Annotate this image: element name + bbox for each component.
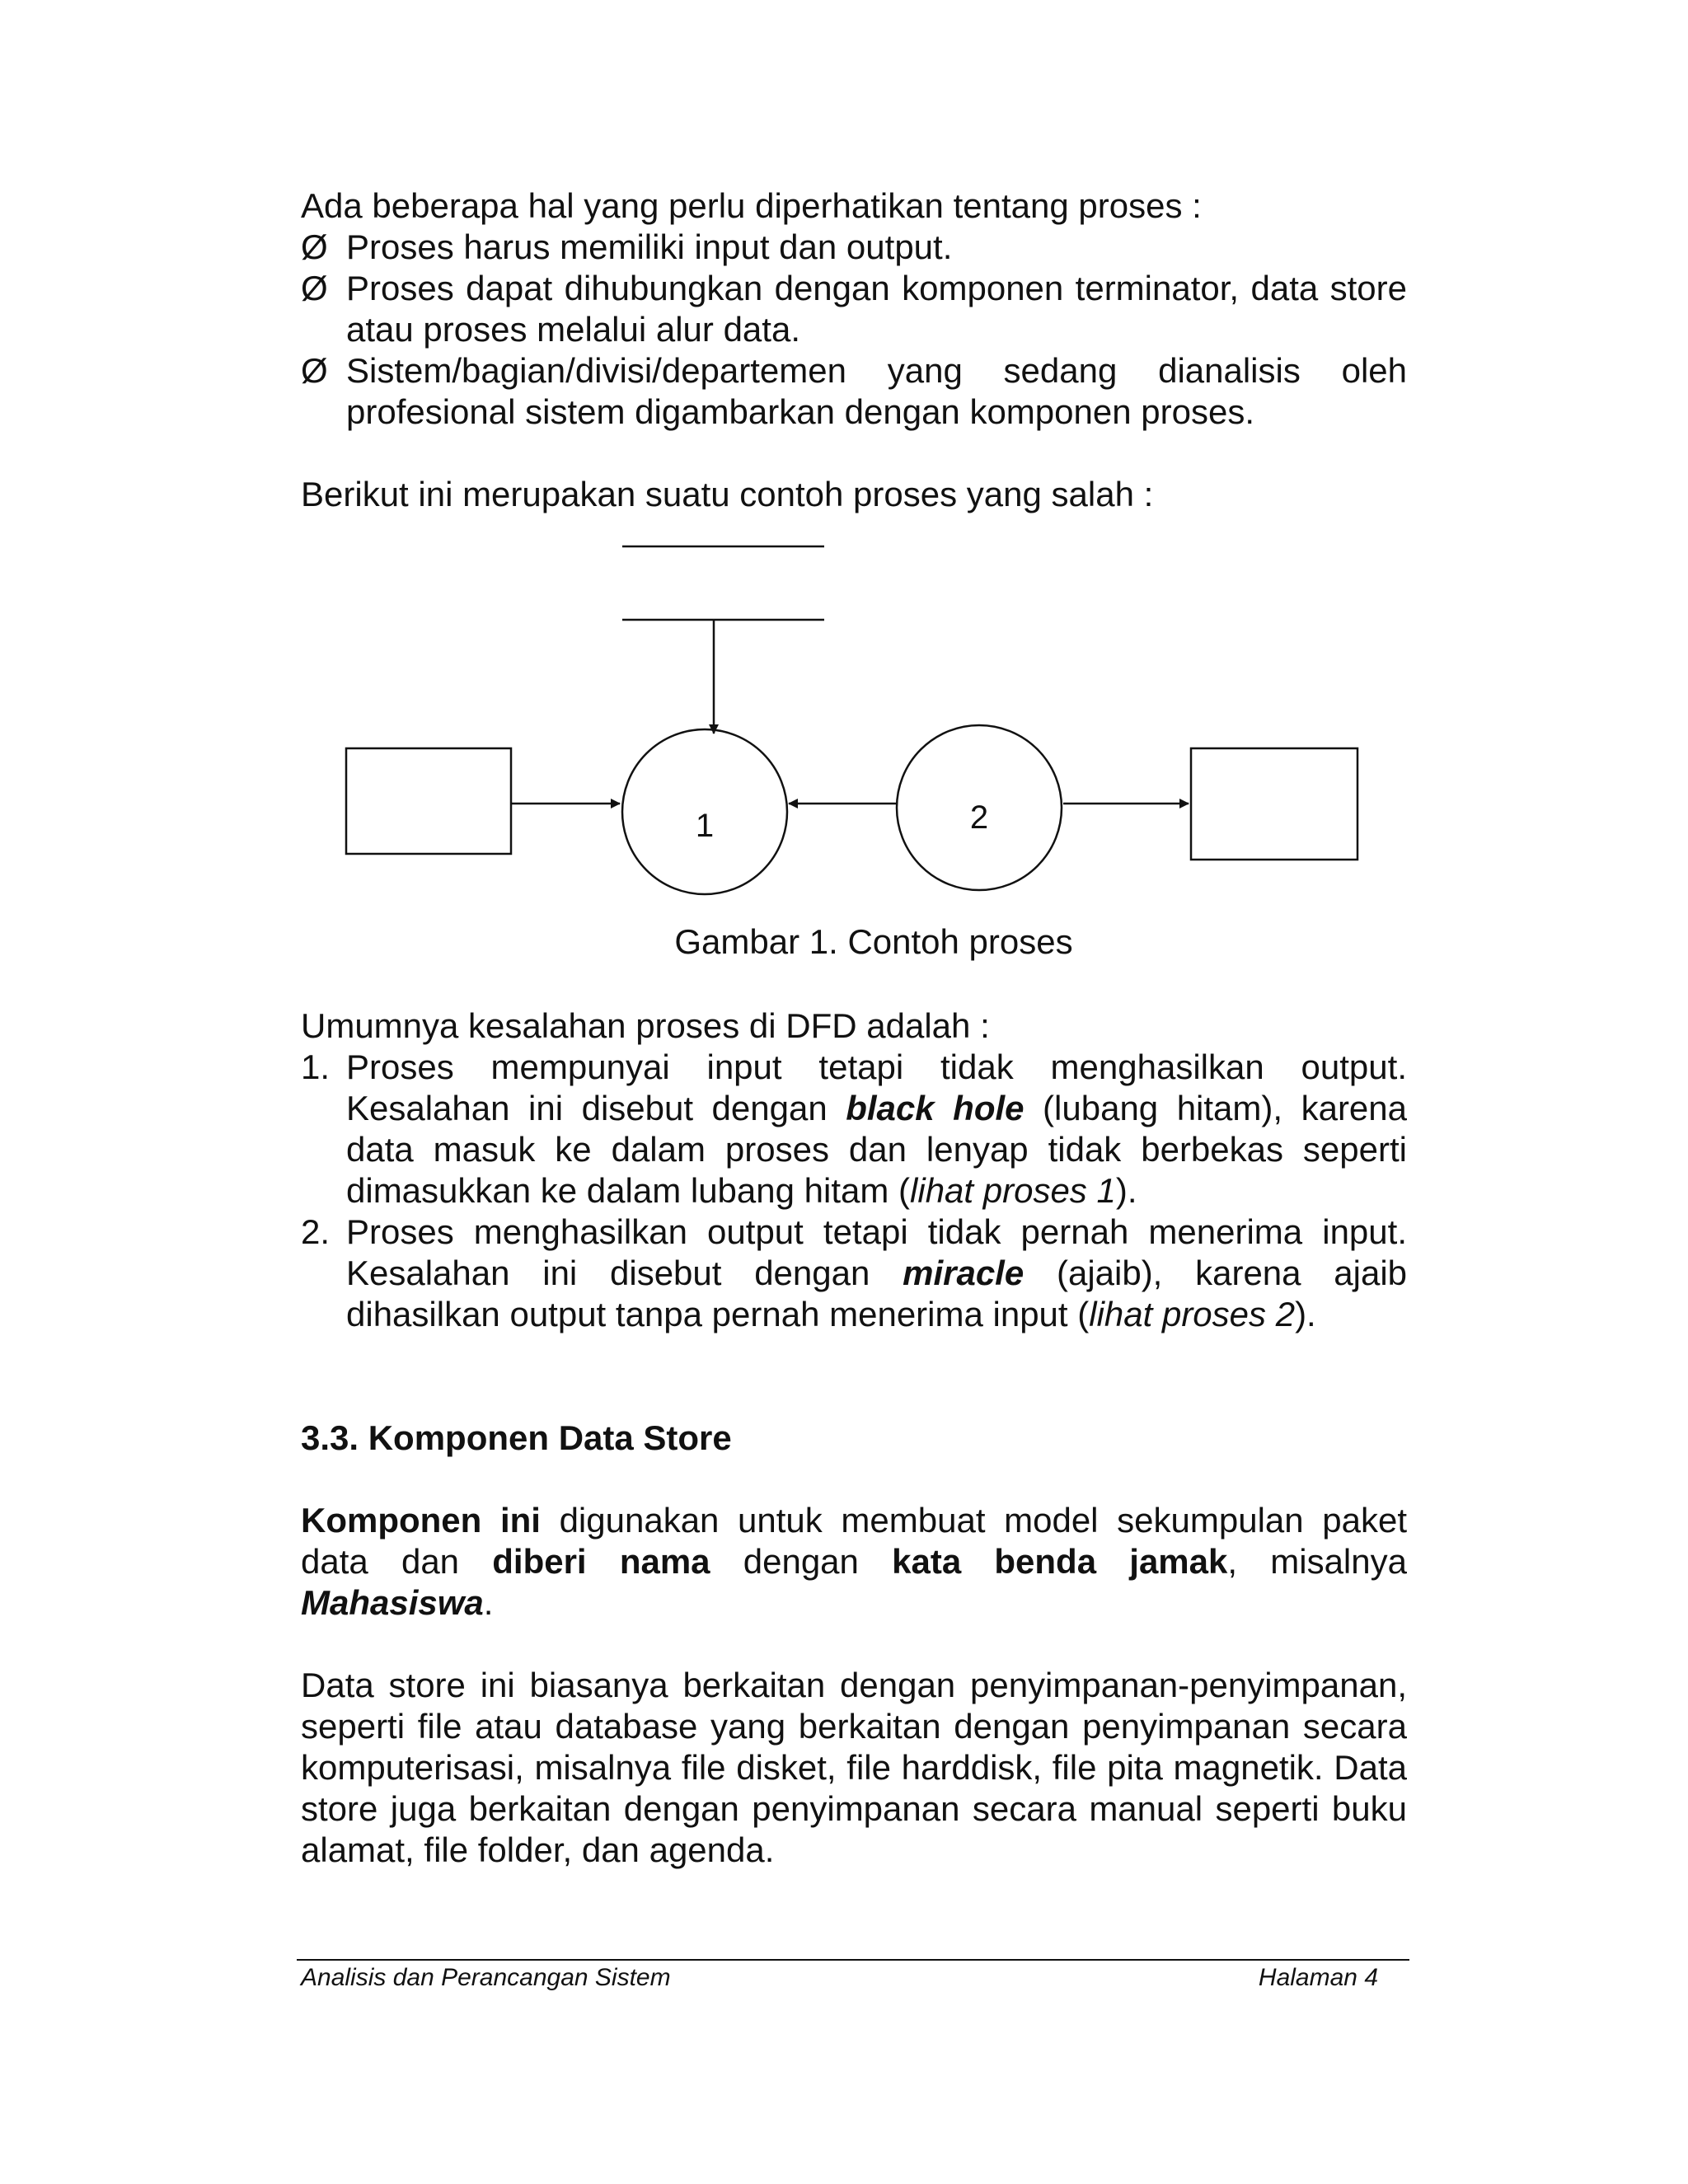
section-heading: 3.3. Komponen Data Store	[301, 1418, 732, 1457]
errors-lead: Umumnya kesalahan proses di DFD adalah :	[301, 1006, 990, 1045]
intro-lead: Ada beberapa hal yang perlu diperhatikan tentang proses :	[301, 186, 1202, 225]
bullet-text: Proses dapat dihubungkan dengan komponen terminator, data store atau proses melalui alur data.	[346, 269, 1407, 349]
bullet-text: Proses harus memiliki input dan output.	[346, 227, 953, 266]
error-item	[301, 1212, 1407, 1335]
error-text: (ajaib), karena ajaib dihasilkan output tanpa pernah menerima input (	[346, 1254, 1408, 1333]
bold-text: Komponen ini	[301, 1501, 541, 1540]
para-text: dengan	[710, 1542, 893, 1581]
dfd-diagram	[0, 0, 1688, 972]
errors-list	[301, 1047, 1407, 1335]
error-term: black hole	[846, 1089, 1025, 1127]
error-ref: lihat proses 2	[1089, 1295, 1296, 1333]
error-text: ).	[1295, 1295, 1316, 1333]
error-term: miracle	[903, 1254, 1025, 1292]
error-item	[301, 1047, 1407, 1212]
para-text: , misalnya	[1227, 1542, 1407, 1581]
errors-block	[301, 1005, 1407, 1335]
para-text: .	[483, 1583, 494, 1622]
bold-italic-text: Mahasiswa	[301, 1583, 484, 1622]
footer-title: Analisis dan Perancangan Sistem	[301, 1964, 671, 1991]
error-text: Proses mempunyai input tetapi tidak menghasilkan output. Kesalahan ini disebut dengan	[346, 1047, 1407, 1127]
bullet-glyph: Ø	[301, 269, 328, 307]
error-text: (lubang hitam), karena data masuk ke dalam proses dan lenyap tidak berbekas seperti dimasukkan ke dalam lubang hitam (	[346, 1089, 1407, 1210]
figure-caption: Gambar 1. Contoh proses	[674, 922, 1073, 961]
section-para-2: Data store ini biasanya berkaitan dengan penyimpanan-penyimpanan, seperti file atau database yang berkaitan dengan penyimpanan secara komputerisasi, misalnya file disket, file harddisk, file pita magnetik. Data store juga berkaitan dengan penyimpanan secara manual seperti buku alamat, file folder, dan agenda.	[301, 1666, 1407, 1869]
bullet-glyph: Ø	[301, 351, 328, 390]
section-para-1	[301, 1500, 1407, 1624]
bullet-glyph: Ø	[301, 227, 328, 266]
item-number: 1.	[301, 1047, 331, 1086]
error-text: ).	[1115, 1171, 1137, 1210]
terminator-left	[346, 748, 511, 854]
terminator-right	[1191, 748, 1357, 860]
bold-text: diberi nama	[492, 1542, 710, 1581]
process-2-label: 2	[969, 799, 989, 836]
example-lead: Berikut ini merupakan suatu contoh proses yang salah :	[301, 475, 1154, 513]
page-number: Halaman 4	[1258, 1964, 1378, 1991]
para-text: digunakan untuk membuat model sekumpulan paket data dan	[301, 1501, 1407, 1581]
error-ref: lihat proses 1	[910, 1171, 1116, 1210]
error-text: Proses menghasilkan output tetapi tidak pernah menerima input. Kesalahan ini disebut dengan	[346, 1212, 1407, 1292]
footer-rule	[297, 1959, 1409, 1961]
bold-text: kata benda jamak	[892, 1542, 1228, 1581]
bullet-text: Sistem/bagian/divisi/departemen yang sedang dianalisis oleh profesional sistem digambarkan dengan komponen proses.	[346, 351, 1407, 431]
process-1-label: 1	[695, 808, 715, 844]
item-number: 2.	[301, 1212, 331, 1251]
